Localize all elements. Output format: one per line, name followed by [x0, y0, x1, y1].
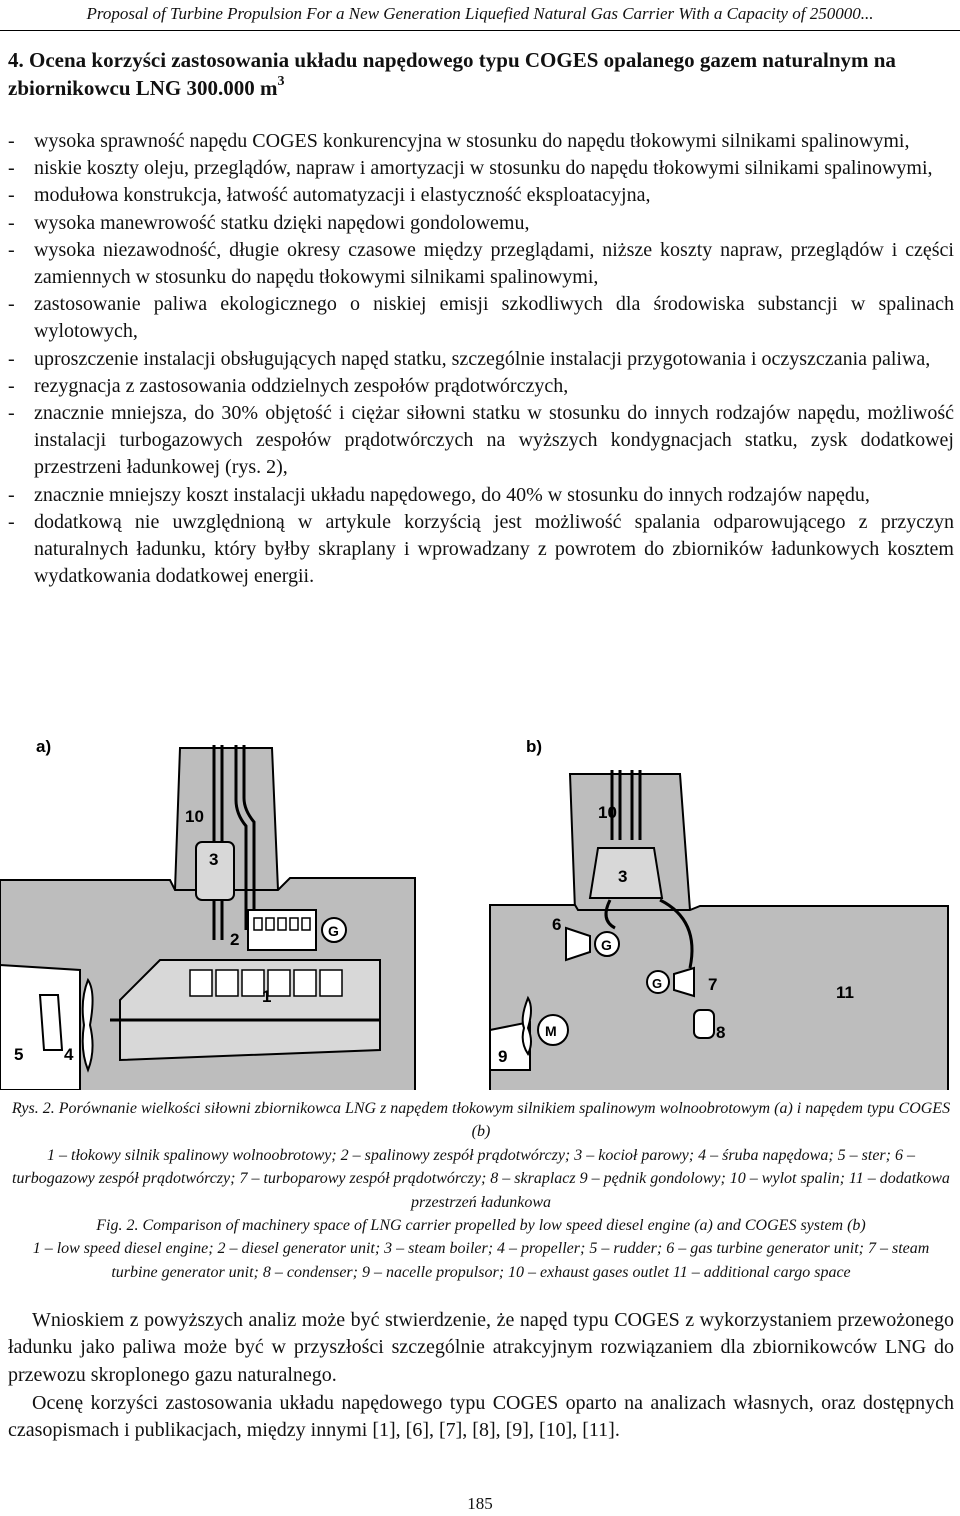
- section-title: 4. Ocena korzyści zastosowania układu napędowego typu COGES opalanego gazem naturalnym na zbiornikowcu LNG 300.000 m: [8, 48, 896, 100]
- label-b-motor: M: [545, 1023, 557, 1039]
- running-header: Proposal of Turbine Propulsion For a New Generation Liquefied Natural Gas Carrier With a Capacity of 250000...: [0, 0, 960, 31]
- list-item-text: dodatkową nie uwzględnioną w artykule korzyścią jest możliwość spalania odparowującego z przyczyn naturalnych ładunku, który byłby skraplany i wprowadzany z powrotem do zbiorników ładunkowych kosztem wydatkowania dodatkowej energii.: [34, 510, 954, 588]
- label-b-6: 6: [552, 915, 562, 934]
- caption-line-en-legend: 1 – low speed diesel engine; 2 – diesel generator unit; 3 – steam boiler; 4 – propeller; 5 – rudder; 6 – gas turbine generator unit; 7 – steam turbine generator unit; 8 – condenser; 9 – nacelle propulsor; 10 – exhaust gases outlet 11 – additional cargo space: [32, 1240, 930, 1281]
- label-b-9: 9: [498, 1047, 508, 1066]
- list-dash: -: [8, 510, 15, 533]
- label-b-gen1: G: [601, 937, 612, 953]
- caption-line-pl-title: Rys. 2. Porównanie wielkości siłowni zbiornikowca LNG z napędem tłokowym silnikiem spalinowym wolnoobrotowym (a) i napędem typu COGES (b): [11, 1100, 951, 1141]
- label-a-1: 1: [262, 987, 272, 1006]
- list-item: [8, 182, 954, 209]
- list-item: [8, 237, 954, 291]
- label-b-8: 8: [716, 1023, 726, 1042]
- list-dash: -: [8, 483, 15, 506]
- label-b-11: 11: [836, 983, 854, 1002]
- list-item: [8, 400, 954, 482]
- list-item-text: niskie koszty oleju, przeglądów, napraw i amortyzacji w stosunku do napędu tłokowymi silnikami spalinowymi,: [34, 157, 933, 180]
- list-dash: -: [8, 157, 15, 180]
- list-item-text: zastosowanie paliwa ekologicznego o niskiej emisji szkodliwych dla środowiska substancji w spalinach wylotowych,: [34, 293, 954, 343]
- body-paragraph: Wnioskiem z powyższych analiz może być stwierdzenie, że napęd typu COGES z wykorzystaniem przewożonego ładunku jako paliwa może być w przyszłości szczególnie atrakcyjnym rozwiązaniem dla zbiornikowców LNG do przewozu skroplonego gazu naturalnego.: [8, 1309, 954, 1386]
- label-a-2: 2: [230, 930, 240, 949]
- list-item-text: znacznie mniejszy koszt instalacji układu napędowego, do 40% w stosunku do innych rodzajów napędu,: [34, 483, 870, 506]
- list-item-text: rezygnacja z zastosowania oddzielnych zespołów prądotwórczych,: [34, 374, 569, 397]
- list-item: [8, 155, 954, 182]
- list-item-text: znacznie mniejsza, do 30% objętość i ciężar siłowni statku w stosunku do innych rodzajów napędu, możliwość instalacji turbogazowych zespołów prądotwórczych na wyższych kondygnacjach statku, zysk dodatkowej przestrzeni ładunkowej (rys. 2),: [34, 402, 954, 479]
- list-item: [8, 373, 954, 400]
- list-item: [8, 128, 954, 155]
- rudder-a: [40, 995, 62, 1050]
- list-item: [8, 291, 954, 345]
- panel-a-label: a): [36, 737, 52, 756]
- list-dash: -: [8, 211, 15, 234]
- list-dash: -: [8, 184, 15, 207]
- stern-cutout-a: [0, 965, 80, 1090]
- figure-machinery-comparison: [0, 730, 960, 1090]
- caption-line-en-title: Fig. 2. Comparison of machinery space of LNG carrier propelled by low speed diesel engine (a) and COGES system (b): [96, 1217, 866, 1235]
- label-b-gen2: G: [652, 976, 663, 991]
- list-dash: -: [8, 347, 15, 370]
- list-dash: -: [8, 293, 15, 316]
- figure-caption: [8, 1097, 954, 1284]
- panel-b-label: b): [526, 737, 543, 756]
- figure-diagram: [0, 730, 960, 1090]
- list-item-text: modułowa konstrukcja, łatwość automatyzacji i elastyczność eksploatacyjna,: [34, 184, 651, 207]
- label-a-4: 4: [64, 1045, 74, 1064]
- label-b-10: 10: [598, 803, 617, 822]
- page-number: 185: [467, 1494, 493, 1513]
- label-b-3: 3: [618, 867, 628, 886]
- benefits-list: [8, 128, 954, 590]
- steam-turbine-b: [674, 968, 694, 996]
- list-item: [8, 482, 954, 509]
- list-dash: -: [8, 130, 15, 152]
- body-paragraph: Ocenę korzyści zastosowania układu napędowego typu COGES oparto na analizach własnych, oraz dostępnych czasopismach i publikacjach, między innymi [1], [6], [7], [8], [9], [10], [11].: [8, 1392, 954, 1442]
- list-item-text: wysoka niezawodność, długie okresy czasowe między przeglądami, niższe koszty napraw, przeglądów i części zamiennych w stosunku do napędu tłokowymi silnikami spalinowymi,: [34, 238, 954, 289]
- section-heading: [8, 46, 954, 106]
- label-b-7: 7: [708, 975, 718, 994]
- list-item: [8, 210, 954, 237]
- label-a-5: 5: [14, 1045, 24, 1064]
- label-a-3: 3: [209, 850, 219, 869]
- list-item: [8, 509, 954, 591]
- list-item: [8, 346, 954, 373]
- caption-line-pl-legend: 1 – tłokowy silnik spalinowy wolnoobrotowy; 2 – spalinowy zespół prądotwórczy; 3 – kocioł parowy; 4 – śruba napędowa; 5 – ster; 6 – turbogazowy zespół prądotwórczy; 7 – turboparowy zespół prądotwórczy; 8 – skraplacz 9 – pędnik gondolowy; 10 – wylot spalin; 11 – dodatkowa przestrzeń ładunkowa: [12, 1146, 950, 1211]
- list-dash: -: [8, 374, 15, 397]
- list-item-text: wysoka manewrowość statku dzięki napędowi gondolowemu,: [34, 211, 530, 234]
- list-item-text: uproszczenie instalacji obsługujących napęd statku, szczególnie instalacji przygotowania i oczyszczania paliwa,: [34, 347, 931, 370]
- section-superscript: 3: [277, 74, 285, 89]
- list-item-text: wysoka sprawność napędu COGES konkurencyjna w stosunku do napędu tłokowymi silnikami spalinowymi,: [34, 130, 910, 152]
- label-a-gen: G: [328, 923, 339, 939]
- condenser-b: [694, 1010, 714, 1038]
- label-a-10: 10: [185, 807, 204, 826]
- list-dash: -: [8, 238, 15, 261]
- list-dash: -: [8, 402, 15, 425]
